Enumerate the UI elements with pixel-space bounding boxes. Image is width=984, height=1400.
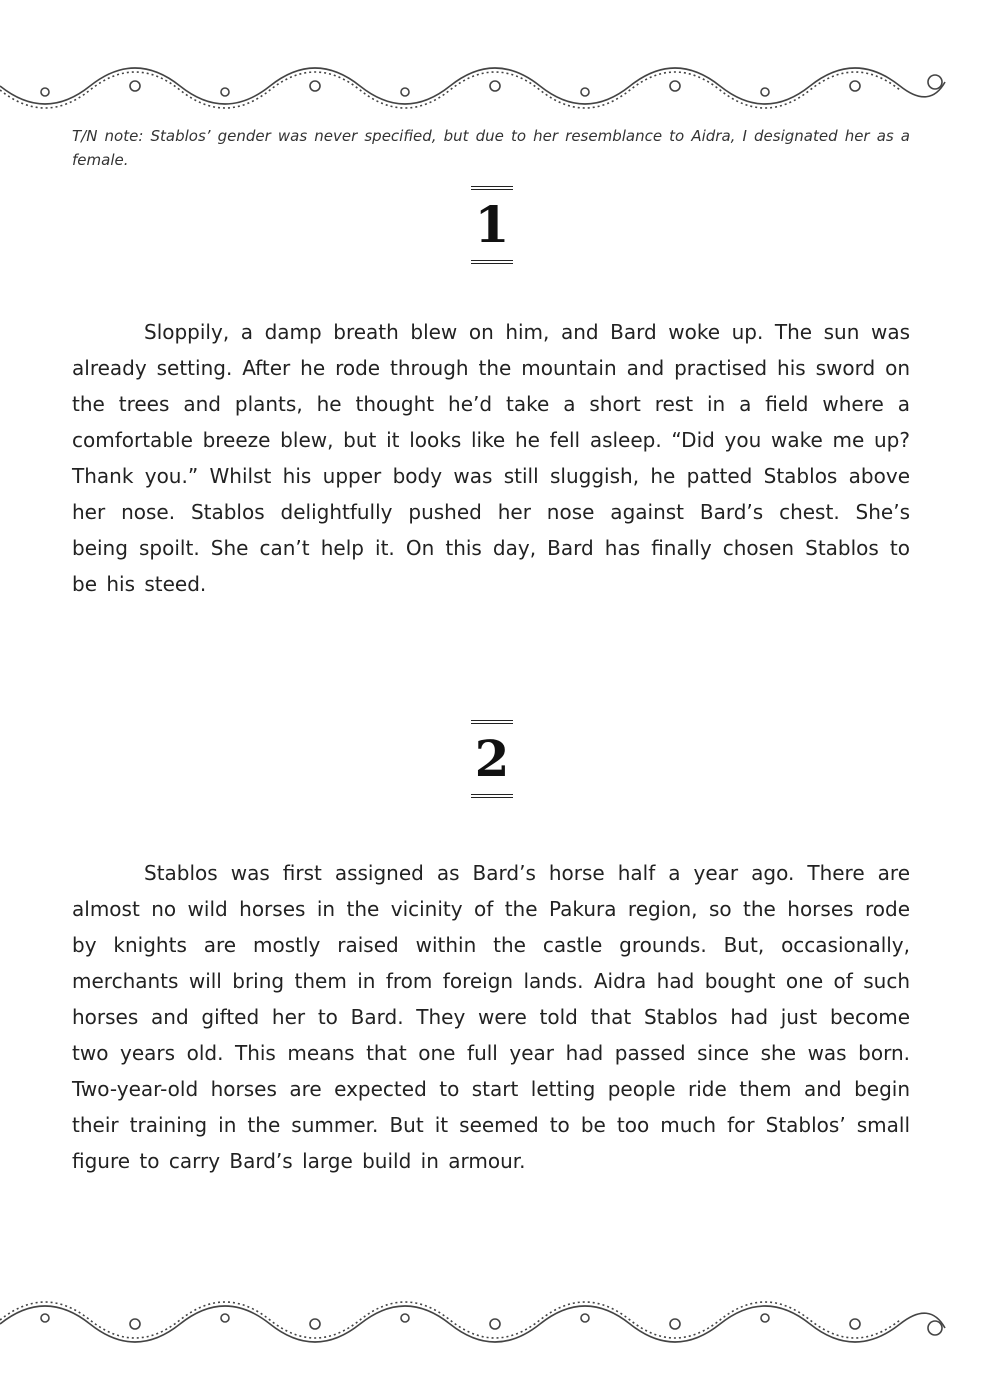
section-1-heading [0, 186, 984, 264]
section-number: 2 [474, 729, 510, 788]
top-ornamental-border [0, 60, 984, 120]
heading-rule-bottom [471, 260, 513, 264]
heading-rule-top [471, 186, 513, 190]
section-2-heading [0, 720, 984, 798]
heading-rule-bottom [471, 794, 513, 798]
bottom-ornamental-border [0, 1290, 984, 1350]
section-1-paragraph: Sloppily, a damp breath blew on him, and Bard woke up. The sun was already setting. After he rode through the mountain and practised his sword on the trees and plants, he thought he’d take a short rest in a field where a comfortable breeze blew, but it looks like he fell asleep. “Did you wake me up? Thank you.” Whilst his upper body was still sluggish, he patted Stablos above her nose. Stablos delightfully pushed her nose against Bard’s chest. She’s being spoilt. She can’t help it. On this day, Bard has finally chosen Stablos to be his steed. [72, 320, 910, 596]
heading-rule-top [471, 720, 513, 724]
section-number: 1 [474, 195, 510, 254]
section-2-paragraph: Stablos was first assigned as Bard’s horse half a year ago. There are almost no wild horses in the vicinity of the Pakura region, so the horses rode by knights are mostly raised within the castle grounds. But, occasionally, merchants will bring them in from foreign lands. Aidra had bought one of such horses and gifted her to Bard. They were told that Stablos had just become two years old. This means that one full year had passed since she was born. Two-year-old horses are expected to start letting people ride them and begin their training in the summer. But it seemed to be too much for Stablos’ small figure to carry Bard’s large build in armour. [72, 861, 910, 1173]
translator-note: T/N note: Stablos’ gender was never specified, but due to her resemblance to Aidra, I designated her as a female. [72, 127, 910, 169]
